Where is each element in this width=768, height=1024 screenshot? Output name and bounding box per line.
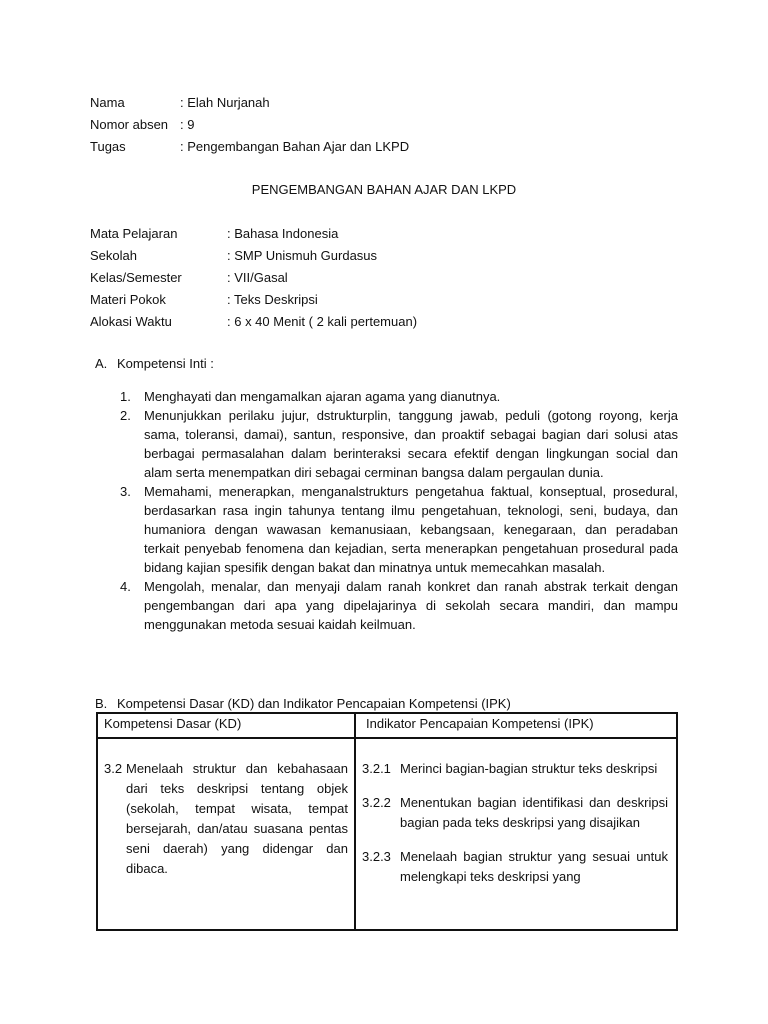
identity-name-value: : Elah Nurjanah	[180, 95, 270, 110]
ipk-text: Menentukan bagian identifikasi dan deskripsi bagian pada teks deskripsi yang disajikan	[400, 795, 668, 830]
kd-item	[104, 759, 348, 879]
info-mapel-label: Mata Pelajaran	[90, 226, 178, 241]
identity-absen-label: Nomor absen	[90, 117, 169, 132]
list-item	[120, 387, 678, 406]
list-item-text: Memahami, menerapkan, menganalstrukturs pengetahua faktual, konseptual, prosedural, berdasarkan rasa ingin tahunya tentang ilmu pengetahuan, teknologi, seni, budaya, dan humaniora dengan wawasan kemanusiaan, kebangsaan, kenegaraan, dan peradaban terkait penyebab fenomena dan kejadian, serta menerapkan pengetahuan prosedural pada bidang kajian spesifik dengan bakat dan minatnya untuk memecahkan masalah.	[144, 484, 678, 575]
list-item	[120, 482, 678, 577]
ipk-cell	[355, 738, 677, 930]
info-alokasi-value: : 6 x 40 Menit ( 2 kali pertemuan)	[227, 314, 418, 329]
document-title: PENGEMBANGAN BAHAN AJAR DAN LKPD	[251, 182, 517, 197]
ipk-item	[362, 759, 668, 779]
info-kelas-label: Kelas/Semester	[90, 270, 182, 285]
list-item-number: 3.	[120, 484, 131, 499]
kd-number: 3.2	[104, 761, 123, 776]
info-sekolah-value: : SMP Unismuh Gurdasus	[227, 248, 378, 263]
info-mapel-value: : Bahasa Indonesia	[227, 226, 339, 241]
kd-cell	[97, 738, 355, 930]
kd-ipk-table	[96, 712, 678, 931]
section-b-title: Kompetensi Dasar (KD) dan Indikator Pencapaian Kompetensi (IPK)	[117, 696, 511, 711]
list-item-text: Menunjukkan perilaku jujur, dstrukturplin, tanggung jawab, peduli (gotong royong, kerja sama, toleransi, damai), santun, responsive, dan proaktif sebagai bagian dari solusi atas berbagai permasalahan dalam berinteraksi secara efektif dengan lingkungan social dan alam serta menempatkan diri sebagai cerminan bangsa dalam pergaulan dunia.	[144, 408, 678, 480]
ipk-number: 3.2.3	[362, 849, 391, 864]
ipk-text: Merinci bagian-bagian struktur teks deskripsi	[400, 761, 658, 776]
table-header-row	[97, 713, 677, 738]
section-a-letter: A.	[95, 356, 108, 371]
section-a-heading	[95, 354, 214, 373]
table-row	[97, 738, 677, 930]
info-materi-value: : Teks Deskripsi	[227, 292, 318, 307]
list-item-text: Menghayati dan mengamalkan ajaran agama yang dianutnya.	[144, 389, 501, 404]
ipk-item	[362, 793, 668, 833]
ipk-number: 3.2.2	[362, 795, 391, 810]
section-b-heading	[95, 694, 511, 713]
ipk-text: Menelaah bagian struktur yang sesuai untuk melengkapi teks deskripsi yang	[400, 849, 668, 884]
ipk-number: 3.2.1	[362, 761, 391, 776]
section-b-letter: B.	[95, 696, 108, 711]
info-kelas-value: : VII/Gasal	[227, 270, 288, 285]
list-item	[120, 577, 678, 634]
ipk-item	[362, 847, 668, 887]
section-a-title: Kompetensi Inti :	[117, 356, 214, 371]
table-header-kd: Kompetensi Dasar (KD)	[97, 713, 355, 738]
identity-name-label: Nama	[90, 95, 125, 110]
list-item	[120, 406, 678, 482]
list-item-text: Mengolah, menalar, dan menyaji dalam ranah konkret dan ranah abstrak terkait dengan pengembangan dari apa yang dipelajarinya di sekolah secara mandiri, dan mampu menggunakan metoda sesuai kaidah keilmuan.	[144, 579, 678, 632]
table-header-ipk: Indikator Pencapaian Kompetensi (IPK)	[355, 713, 677, 738]
identity-absen-value: : 9	[180, 117, 195, 132]
list-item-number: 4.	[120, 579, 131, 594]
kd-text: Menelaah struktur dan kebahasaan dari teks deskripsi tentang objek (sekolah, tempat wisata, tempat bersejarah, dan/atau suasana pentas seni daerah) yang didengar dan dibaca.	[126, 761, 348, 876]
info-sekolah-label: Sekolah	[90, 248, 137, 263]
info-materi-label: Materi Pokok	[90, 292, 166, 307]
list-item-number: 2.	[120, 408, 131, 423]
identity-tugas-label: Tugas	[90, 139, 126, 154]
list-item-number: 1.	[120, 389, 131, 404]
identity-tugas-value: : Pengembangan Bahan Ajar dan LKPD	[180, 139, 410, 154]
info-alokasi-label: Alokasi Waktu	[90, 314, 172, 329]
kompetensi-inti-list	[120, 387, 678, 634]
